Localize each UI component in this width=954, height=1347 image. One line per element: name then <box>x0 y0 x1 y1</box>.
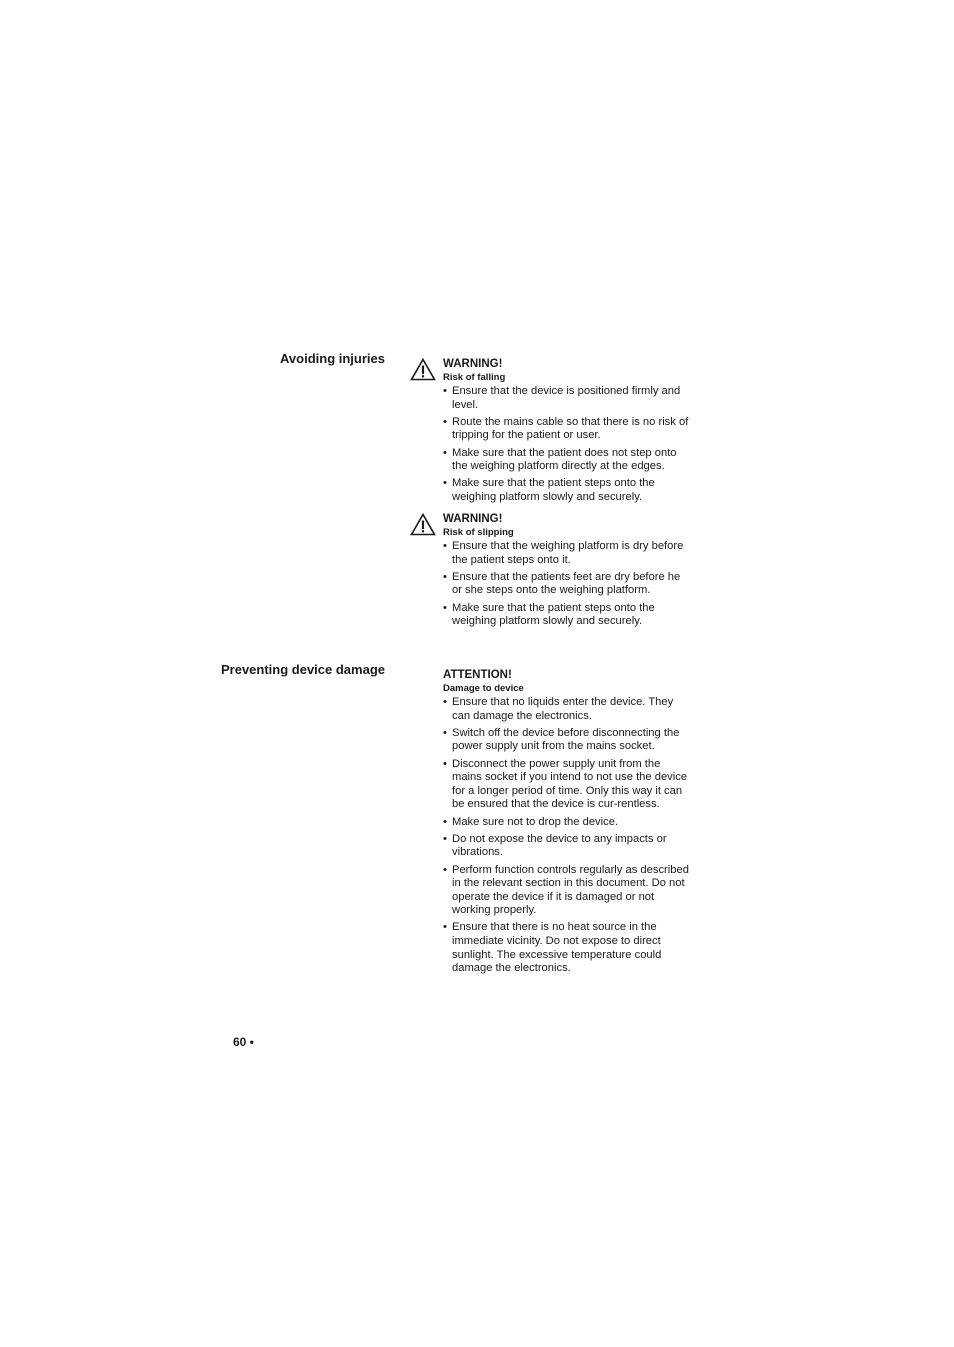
list-item: • Route the mains cable so that there is no risk of tripping for the patient or user. <box>443 416 692 443</box>
warning-triangle-icon <box>410 358 436 381</box>
warning-triangle-icon <box>410 513 436 536</box>
warning-list <box>443 540 700 629</box>
list-item: • Do not expose the device to any impacts or vibrations. <box>443 833 692 860</box>
warning-subtitle: Risk of slipping <box>443 527 514 538</box>
warning-falling <box>410 357 700 508</box>
section-heading-avoiding-injuries: Avoiding injuries <box>280 351 385 366</box>
list-item: • Make sure that the patient steps onto the weighing platform slowly and securely. <box>443 477 692 504</box>
warning-subtitle: Risk of falling <box>443 372 506 383</box>
list-item: • Make sure that the patient steps onto the weighing platform slowly and securely. <box>443 602 692 629</box>
page-number: 60 • <box>233 1035 254 1049</box>
warning-list <box>443 385 700 505</box>
attention-damage <box>410 668 700 979</box>
list-item: • Ensure that there is no heat source in the immediate vicinity. Do not expose to direct sunlight. The excessive temperature could damage the electronics. <box>443 921 692 975</box>
list-item: • Switch off the device before disconnecting the power supply unit from the mains socket. <box>443 727 692 754</box>
list-item: • Ensure that the weighing platform is dry before the patient steps onto it. <box>443 540 692 567</box>
attention-title: ATTENTION! <box>443 669 512 681</box>
list-item: • Disconnect the power supply unit from the mains socket if you intend to not use the device for a longer period of time. Only this way it can be ensured that the device is cur-rentless. <box>443 758 692 812</box>
attention-subtitle: Damage to device <box>443 683 524 694</box>
list-item: • Perform function controls regularly as described in the relevant section in this document. Do not operate the device if it is damaged or not working properly. <box>443 864 692 918</box>
list-item: • Ensure that the patients feet are dry before he or she steps onto the weighing platform. <box>443 571 692 598</box>
warning-title: WARNING! <box>443 358 503 370</box>
list-item: • Make sure not to drop the device. <box>443 816 692 830</box>
warning-slipping <box>410 512 700 632</box>
list-item: • Make sure that the patient does not step onto the weighing platform directly at the edges. <box>443 447 692 474</box>
list-item: • Ensure that the device is positioned firmly and level. <box>443 385 692 412</box>
warning-title: WARNING! <box>443 513 503 525</box>
attention-list <box>443 696 700 976</box>
section-heading-preventing-device-damage: Preventing device damage <box>220 662 385 677</box>
list-item: • Ensure that no liquids enter the device. They can damage the electronics. <box>443 696 692 723</box>
